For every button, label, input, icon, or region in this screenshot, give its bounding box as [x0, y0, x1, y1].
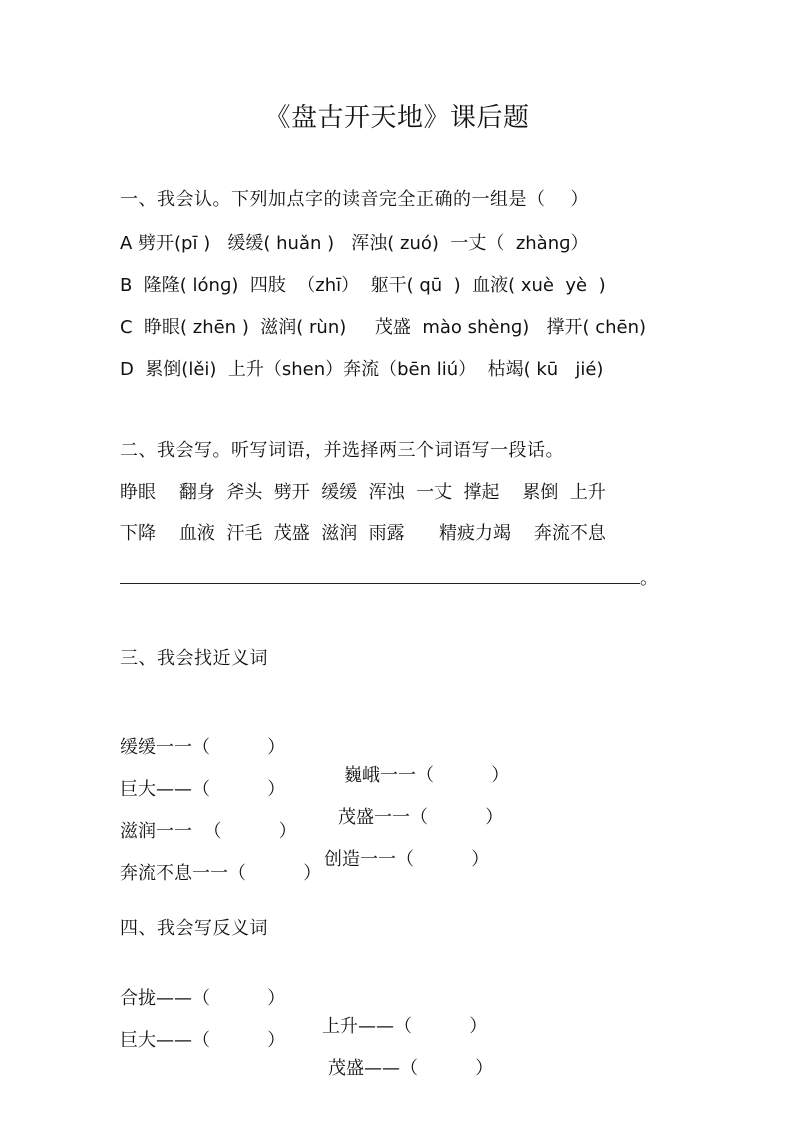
option-d: D 累倒(lěi) 上升（shen）奔流（bēn liú） 枯竭( kū jié)	[120, 359, 604, 380]
section1-heading: 一、我会认。下列加点字的读音完全正确的一组是（ ）	[120, 189, 589, 210]
synonym-item[interactable]: 创造一一（ ）	[324, 849, 490, 870]
synonym-item[interactable]: 巍峨一一（ ）	[344, 765, 510, 786]
synonym-row-1	[120, 706, 680, 786]
section4-heading: 四、我会写反义词	[120, 918, 268, 939]
synonym-item[interactable]: 滋润一一 （ ）	[120, 821, 297, 842]
word-list-row-1: 睁眼 翻身 斧头 劈开 缓缓 浑浊 一丈 撑起 累倒 上升	[120, 482, 606, 503]
word-list-row-2: 下降 血液 汗毛 茂盛 滋润 雨露 精疲力竭 奔流不息	[120, 523, 606, 544]
page-title: 《盘古开天地》课后题	[264, 103, 530, 133]
writing-answer-line[interactable]	[120, 565, 658, 593]
option-a: A 劈开(pī ) 缓缓( huǎn ) 浑浊( zuó) 一丈（ zhànɡ）	[120, 233, 589, 254]
antonym-item[interactable]: 茂盛——（ ）	[328, 1058, 494, 1079]
answer-underline	[120, 583, 640, 584]
answer-line-end: 。	[640, 568, 658, 589]
synonym-item[interactable]: 缓缓一一（ ）	[120, 737, 286, 758]
synonym-row-2	[120, 748, 680, 828]
antonym-item[interactable]: 上升——（ ）	[322, 1016, 488, 1037]
synonym-item[interactable]: 奔流不息一一（ ）	[120, 863, 322, 884]
section2-heading: 二、我会写。听写词语，并选择两三个词语写一段话。	[120, 440, 564, 461]
synonym-item[interactable]: 茂盛一一（ ）	[338, 807, 504, 828]
antonym-row-1	[120, 957, 680, 1037]
option-c: C 睁眼( zhēn ) 滋润( rùn) 茂盛 mào shènɡ) 撑开( chēn)	[120, 317, 647, 338]
synonym-row-3	[120, 790, 680, 870]
synonym-row-4	[120, 832, 680, 884]
synonym-item[interactable]: 巨大——（ ）	[120, 779, 286, 800]
antonym-row-2	[120, 999, 680, 1079]
section3-heading: 三、我会找近义词	[120, 648, 268, 669]
antonym-item[interactable]: 巨大——（ ）	[120, 1030, 286, 1051]
option-b: B 隆隆( lónɡ) 四肢 （zhī） 躯干( qū ) 血液( xuè yè )	[120, 275, 606, 296]
antonym-item[interactable]: 合拢——（ ）	[120, 988, 286, 1009]
